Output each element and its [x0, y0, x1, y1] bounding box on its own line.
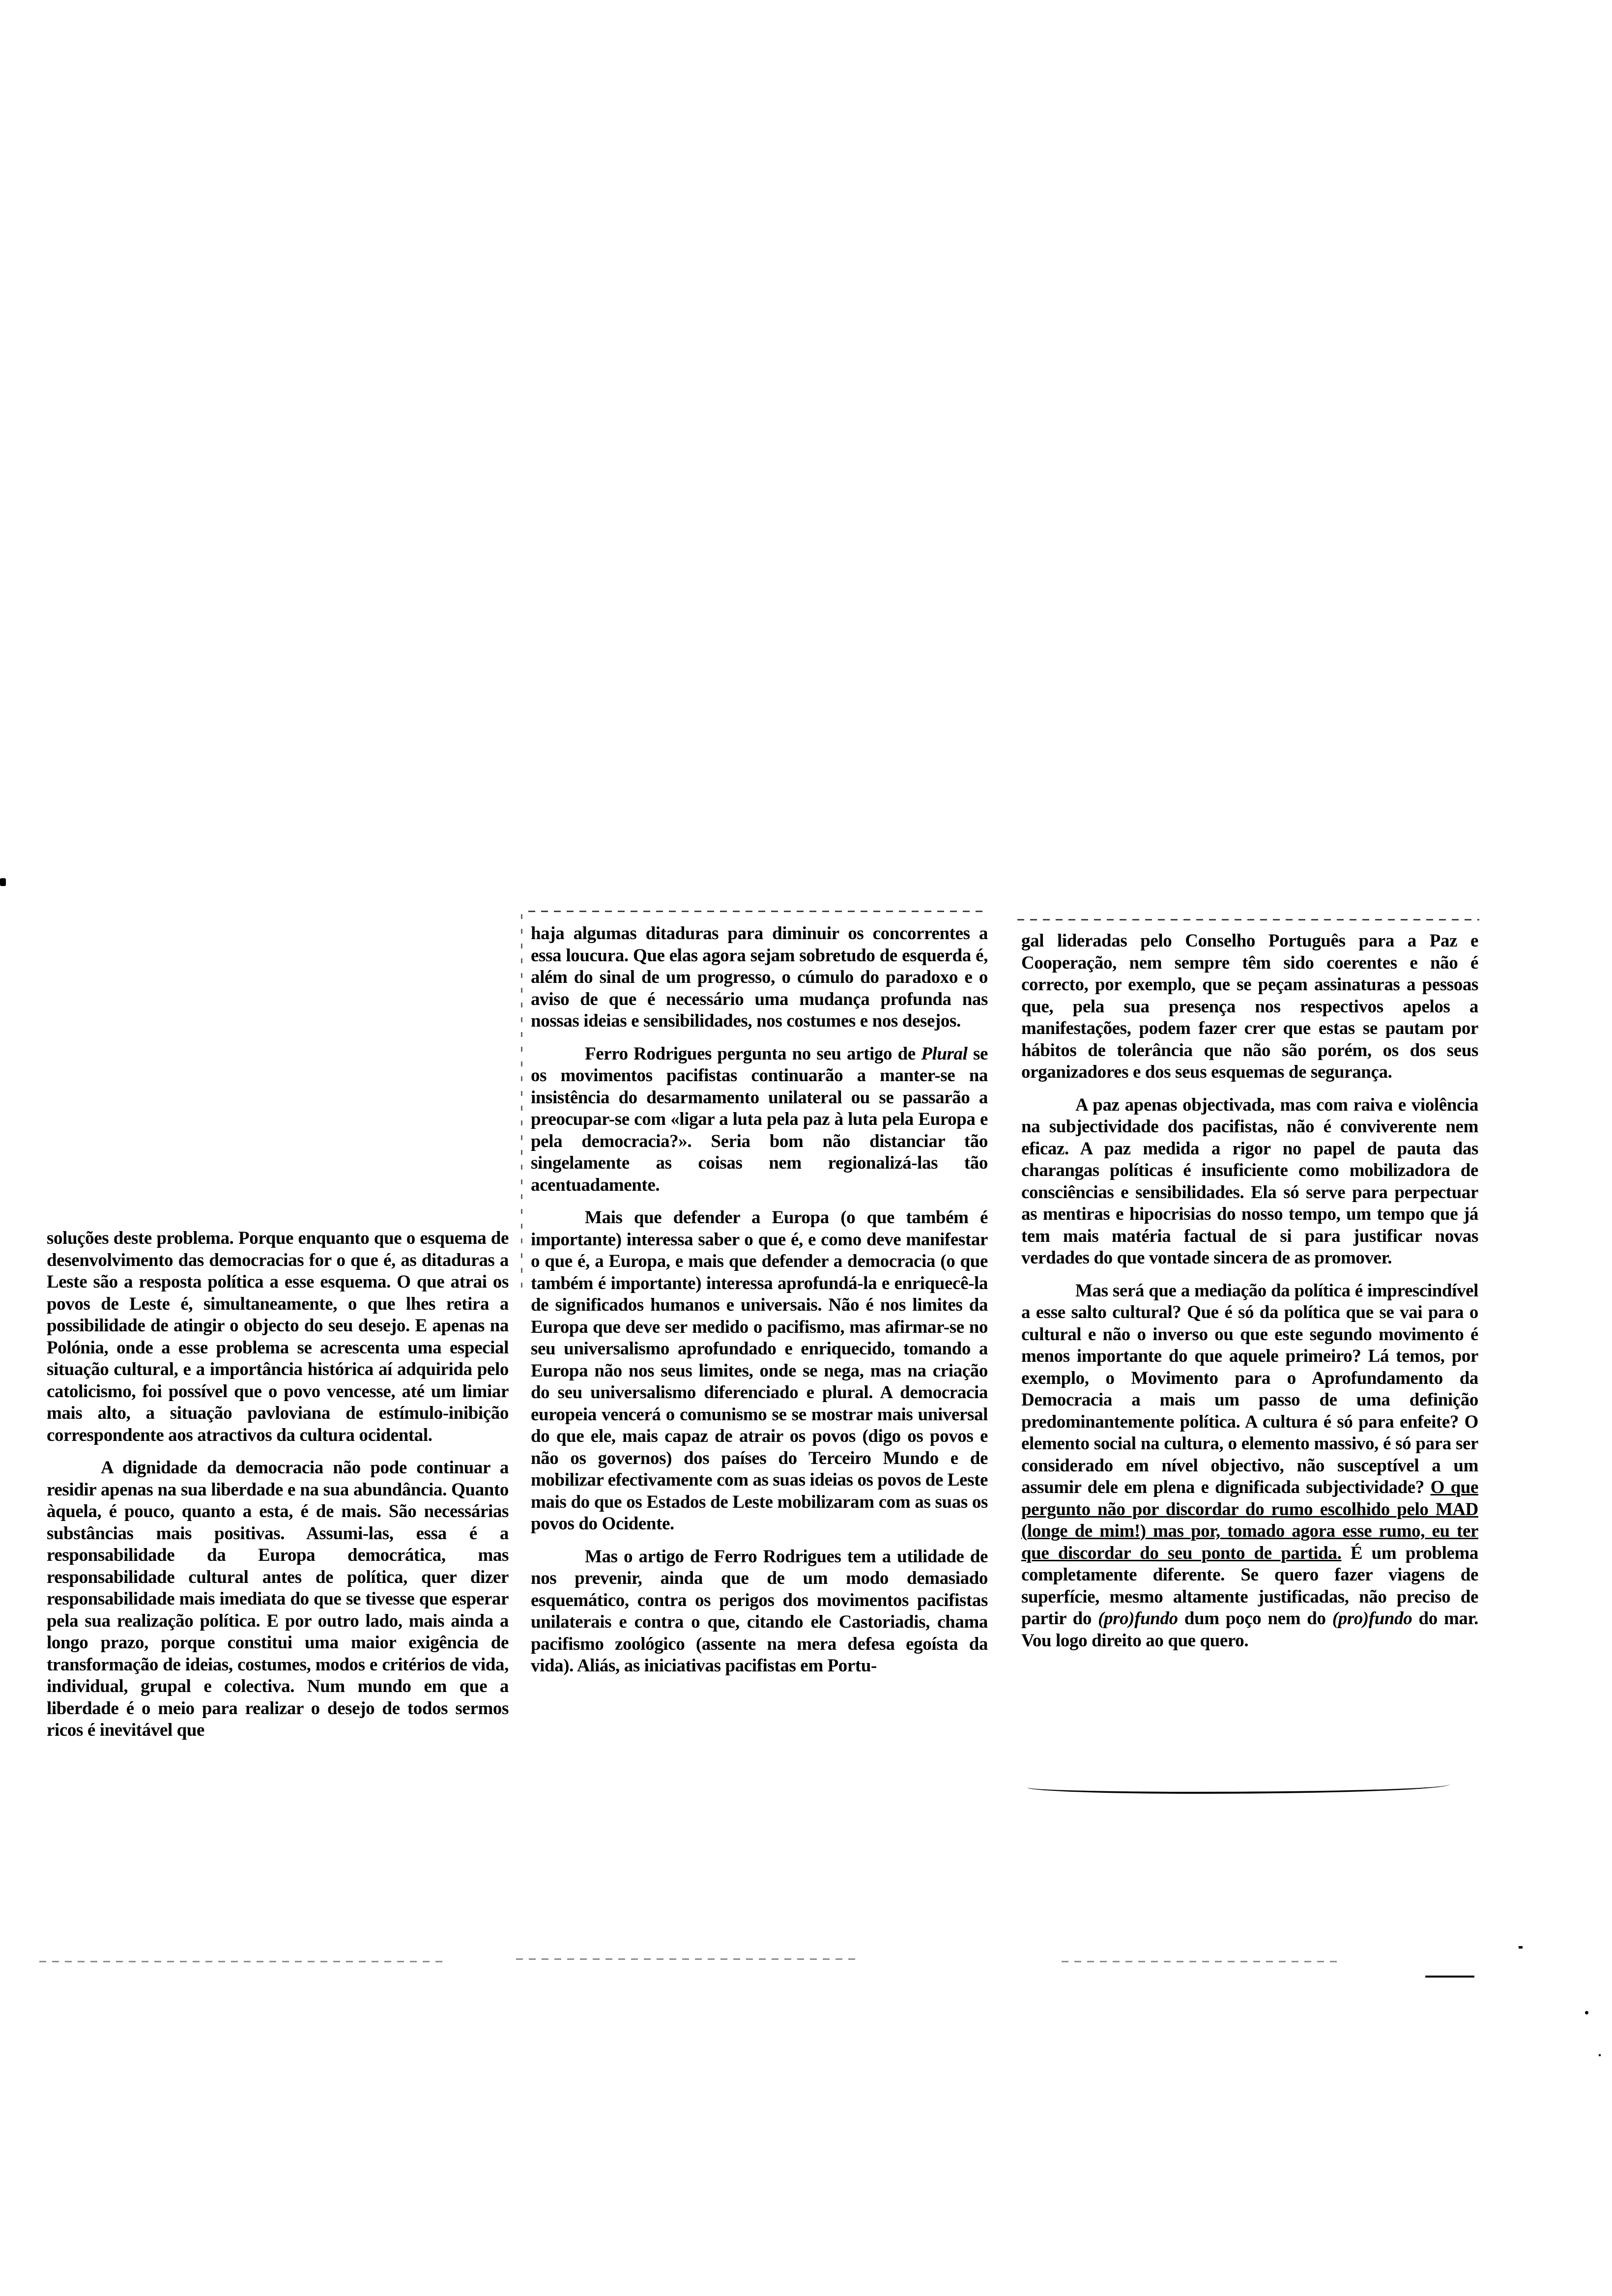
paragraph: A dignidade da democracia não pode continuar a residir apenas na sua liberdade e na sua abundância. Quanto àquela, é pouco, quanto a esta, é de mais. São necessárias substâncias mais positivas. Assumi-las, essa é a responsabilidade da Europa democrática, mas responsabilidade cultural antes de política, quer dizer responsabilidade mais imediata do que se tivesse que esperar pela sua realização política. E por outro lado, mais ainda a longo prazo, porque constitui uma maior exigência de transformação de ideias, costumes, modos e critérios de vida, individual, grupal e colectiva. Num mundo em que a liberdade é o meio para realizar o desejo de todos sermos ricos é inevitável que — [47, 1458, 509, 1740]
text-run: Ferro Rodrigues pergunta no seu artigo de — [585, 1043, 921, 1064]
publication-title: Plural — [921, 1043, 968, 1064]
paragraph: haja algumas ditaduras para diminuir os concorrentes a essa loucura. Que elas agora sejam sobretudo de esquerda é, além do sinal de um progresso, o cúmulo do paradoxo e o aviso de que é necessário uma mudança profunda nas nossas ideias e sensibilidades, nos costumes e nos desejos. — [531, 923, 988, 1031]
paragraph: Mais que defender a Europa (o que também é importante) interessa saber o que é, e como deve manifestar o que é, a Europa, e mais que defender a democracia (o que também é importante) interessa aprofundá-la e enriquecê-la de significados humanos e universais. Não é nos limites da Europa que deve ser medido o pacifismo, mas afirmar-se no seu universalismo aprofundado e enriquecido, tomando a Europa não nos seus limites, onde se nega, mas na criação do seu universalismo diferenciado e plural. A democracia europeia vencerá o comunismo se se mostrar mais universal do que ele, mais capaz de atrair os povos (digo os povos e não os governos) dos países do Terceiro Mundo e de mobilizar efectivamente com as suas ideias os povos de Leste mais do que os Estados de Leste mobilizaram com as suas os povos do Ocidente. — [531, 1207, 988, 1534]
paragraph: gal lideradas pelo Conselho Português para a Paz e Cooperação, nem sempre têm sido coerentes e não é correcto, por exemplo, que se peçam assinaturas a pessoas que, pela sua presença nos respectivos apelos a manifestações, podem fazer crer que estas se pautam por hábitos de tolerância que não são porém, os dos seus organizadores e dos seus esquemas de segurança. — [1021, 931, 1478, 1082]
scan-speck — [0, 878, 6, 886]
torn-edge-top-right — [1017, 919, 1479, 920]
scan-speck — [1599, 2054, 1601, 2056]
text-run: Mas será que a mediação da política é imprescindível a esse salto cultural? Que é só da política que se vai para o cultural e não o inverso ou que este segundo movimento é menos importante do que aquele primeiro? Lá temos, por exemplo, o Movimento para o Aprofundamento da Democracia a mais um passo de uma definição predominantemente política. A cultura é só para enfeite? O elemento social na cultura, o elemento massivo, é só para ser considerado em nível objectivo, não susceptível a um assumir dele em plena e dignificada subjectividade? — [1021, 1280, 1478, 1497]
column-right — [1021, 930, 1478, 1652]
underlined-passage: O que pergunto não por discordar do rumo escolhido pelo MAD (longe de mim!) mas por, tomado agora esse rumo, eu ter que discordar do seu ponto de partida. — [1021, 1477, 1478, 1563]
paragraph — [531, 1043, 988, 1197]
scan-speck — [1519, 1946, 1523, 1949]
text-run: É um problema completamente diferente. Se quero fazer viagens de superfície, mesmo altamente justificadas, não preciso de partir do — [1021, 1543, 1478, 1629]
text-run: se os movimentos pacifistas continuarão a manter-se na insistência do desarmamento unilateral ou se passarão a preocupar-se com «ligar a luta pela paz à luta pela Europa e pela democracia?». Seria bom não distanciar tão singelamente as coisas nem regionalizá-las tão acentuadamente. — [531, 1043, 988, 1195]
paragraph: soluções deste problema. Porque enquanto que o esquema de desenvolvimento das democracias for o que é, as ditaduras a Leste são a resposta política a esse esquema. O que atrai os povos de Leste é, simultaneamente, o que lhes retira a possibilidade de atingir o objecto do seu desejo. E apenas na Polónia, onde a esse problema se acrescenta uma especial situação cultural, e a importância histórica aí adquirida pelo catolicismo, foi possível que o povo vencesse, até um limiar mais alto, a situação pavloviana de estímulo-inibição correspondente aos atractivos da cultura ocidental. — [47, 1228, 509, 1445]
paragraph: A paz apenas objectivada, mas com raiva e violência na subjectividade dos pacifistas, não é conviverente nem eficaz. A paz medida a rigor no papel de pauta das charangas políticas é insuficiente como mobilizadora de consciências e sensibilidades. Ela só serve para perpectuar as mentiras e hipocrisias do nosso tempo, um tempo que já tem mais matéria factual de si para justificar novas verdades do que vontade sincera de as promover. — [1021, 1094, 1478, 1268]
scan-speck — [1425, 1976, 1474, 1978]
text-run: do mar. Vou logo direito ao que quero. — [1021, 1608, 1479, 1651]
column-middle — [531, 923, 988, 1677]
torn-edge-bottom-left — [39, 1961, 442, 1962]
italic-term: (pro)fundo — [1332, 1608, 1412, 1629]
text-run: dum poço nem do — [1178, 1608, 1332, 1629]
handwritten-underline-mark — [1027, 1778, 1450, 1794]
torn-edge-top-middle — [528, 911, 985, 912]
torn-edge-left-middle — [521, 914, 522, 1288]
torn-edge-bottom-middle — [516, 1958, 860, 1960]
torn-edge-bottom-right — [1062, 1961, 1337, 1962]
italic-term: (pro)fundo — [1098, 1608, 1178, 1629]
paragraph: Mas o artigo de Ferro Rodrigues tem a utilidade de nos prevenir, ainda que de um modo demasiado esquemático, contra os perigos dos movimentos pacifistas unilaterais e contra o que, citando ele Castoriadis, chama pacifismo zoológico (assente na mera defesa egoísta da vida). Aliás, as iniciativas pacifistas em Portu- — [531, 1546, 988, 1676]
column-left — [47, 1228, 509, 1742]
scan-speck — [1585, 2011, 1588, 2014]
paragraph — [1021, 1280, 1478, 1652]
